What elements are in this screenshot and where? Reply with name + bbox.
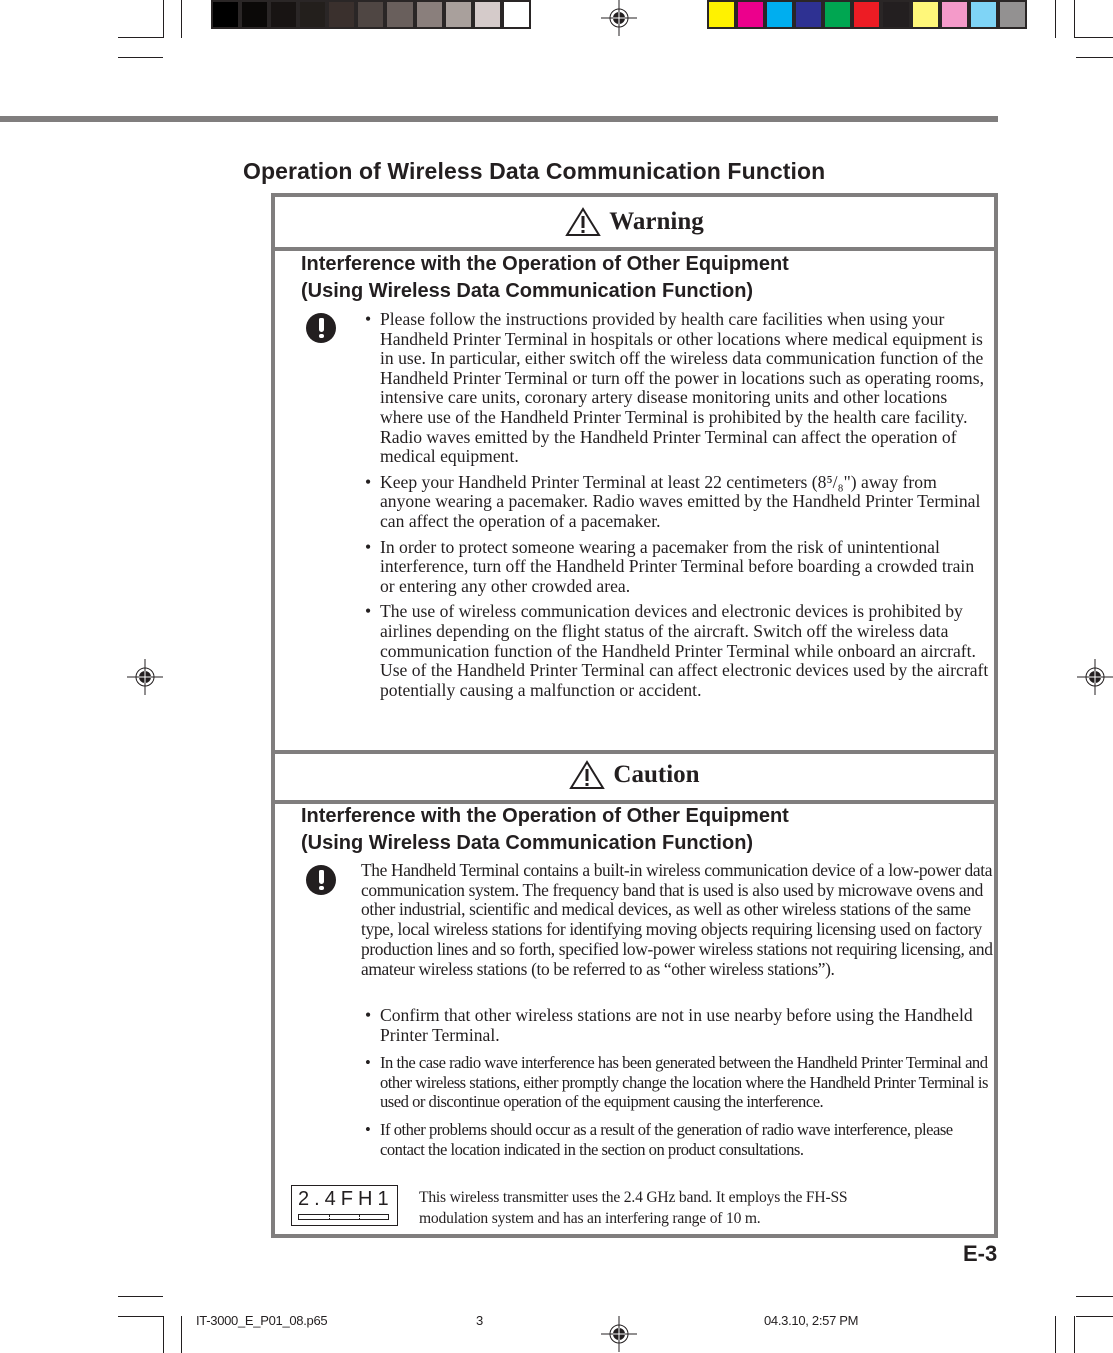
page-number: E-3 [963,1241,998,1266]
band-label [291,1185,398,1226]
caution-bullet: • If other problems should occur as a result of the generation of radio wave interference, please contact the location indicated in the section on product consultations. [365,1119,953,1159]
warning-label: Warning [609,208,704,235]
color-swatch [825,2,850,27]
footer-timestamp: 04.3.10, 2:57 PM [764,1313,859,1328]
warning-bullet: • Please follow the instructions provided by health care facilities when using your Handheld Printer Terminal in hospitals or other locations where medical equipment is in use. In particular, either switch off the wireless data communication function of the Handheld Printer Terminal or turn off the power in locations such as operating rooms, intensive care units, coronary artery disease monitoring units and other locations where use of the Handheld Printer Terminal is prohibited by the health care facility. Radio waves emitted by the Handheld Printer Terminal can affect the operation of medical equipment. [365,309,984,467]
warning-box [271,193,998,754]
color-swatch [709,2,734,27]
color-swatch [1000,2,1025,27]
crop-mark [1074,1316,1075,1353]
grayscale-color-bar [211,0,531,29]
crop-mark [118,57,163,58]
crop-mark [1076,1316,1113,1317]
warning-triangle-icon [569,760,605,790]
color-swatch [796,2,821,27]
registration-mark-icon [1077,659,1113,695]
band-note: This wireless transmitter uses the 2.4 GHz band. It employs the FH-SS modulation system and has an interfering range of 10 m. [419,1189,848,1227]
band-label-text: 2.4FH1 [298,1188,394,1210]
caution-bullet-list [361,1006,993,1168]
crop-mark [163,1316,164,1353]
color-swatch [358,2,383,27]
registration-mark-icon [601,1316,637,1352]
color-swatch [913,2,938,27]
caution-intro: The Handheld Terminal contains a built-in wireless communication device of a low-power data communication system. The frequency band that is used is also used by microwave ovens and other industrial, scientific and medical devices, as well as other wireless stations of the same type, local wireless stations for identifying moving objects requiring licensing used on factory production lines and so forth, specified low-power wireless stations not requiring licensing, and amateur wireless stations (to be referred to as “other wireless stations”). [361,860,993,979]
caution-bullet: • In the case radio wave interference has been generated between the Handheld Printer Terminal and other wireless stations, either promptly change the location where the Handheld Printer Terminal is used or discontinue operation of the equipment causing the interference. [365,1053,988,1112]
caution-label: Caution [613,761,700,788]
warning-bullet: • The use of wireless communication devices and electronic devices is prohibited by airlines depending on the flight status of the aircraft. Switch off the wireless data communication function of the Handheld Printer Terminal while onboard an aircraft. Use of the Handheld Printer Terminal can affect electronic devices used by the aircraft potentially causing a malfunction or accident. [365,601,989,700]
warning-bullet: • Keep your Handheld Printer Terminal at least 22 centimeters (8⁵/₈") away from anyone wearing a pacemaker. Radio waves emitted by the Handheld Printer Terminal can affect the operation of a pacemaker. [365,471,981,531]
crop-mark [1076,57,1113,58]
color-swatch [475,2,500,27]
color-swatch [942,2,967,27]
crop-mark [118,37,163,38]
warning-triangle-icon [565,207,601,237]
color-swatch [417,2,442,27]
caution-bullet: • Confirm that other wireless stations are not in use nearby before using the Handheld Printer Terminal. [365,1005,973,1045]
exclamation-icon [306,865,336,895]
warning-section-title: Interference with the Operation of Other Equipment (Using Wireless Data Communication Function) [301,253,789,302]
band-label-bar [298,1214,389,1220]
crop-mark [181,0,182,38]
color-swatch [242,2,267,27]
caution-header [275,750,994,804]
color-swatch [213,2,238,27]
crop-mark [181,1316,182,1353]
warning-bullet-list [361,310,991,709]
caution-section-title: Interference with the Operation of Other Equipment (Using Wireless Data Communication Function) [301,805,789,854]
caution-box [271,750,998,1238]
crop-mark [118,1316,163,1317]
crop-mark [1055,0,1056,38]
footer-sheet: 3 [476,1313,483,1328]
header-rule [0,116,998,122]
process-color-bar [707,0,1027,29]
color-swatch [504,2,529,27]
color-swatch [854,2,879,27]
color-swatch [883,2,908,27]
warning-bullet: • In order to protect someone wearing a pacemaker from the risk of unintentional interference, turn off the Handheld Printer Terminal before boarding a crowded train or entering any other crowded area. [365,536,975,596]
color-swatch [387,2,412,27]
color-swatch [446,2,471,27]
crop-mark [118,1296,163,1297]
warning-header [275,197,994,251]
footer-filename: IT-3000_E_P01_08.p65 [196,1313,328,1328]
color-swatch [329,2,354,27]
crop-mark [1055,1316,1056,1353]
crop-mark [1074,37,1113,38]
page-title: Operation of Wireless Data Communication Function [243,158,826,184]
crop-mark [1074,0,1075,38]
registration-mark-icon [601,0,637,36]
crop-mark [1076,1296,1113,1297]
color-swatch [767,2,792,27]
color-swatch [738,2,763,27]
exclamation-icon [306,313,336,343]
color-swatch [300,2,325,27]
registration-mark-icon [127,659,163,695]
crop-mark [163,0,164,38]
color-swatch [971,2,996,27]
color-swatch [271,2,296,27]
